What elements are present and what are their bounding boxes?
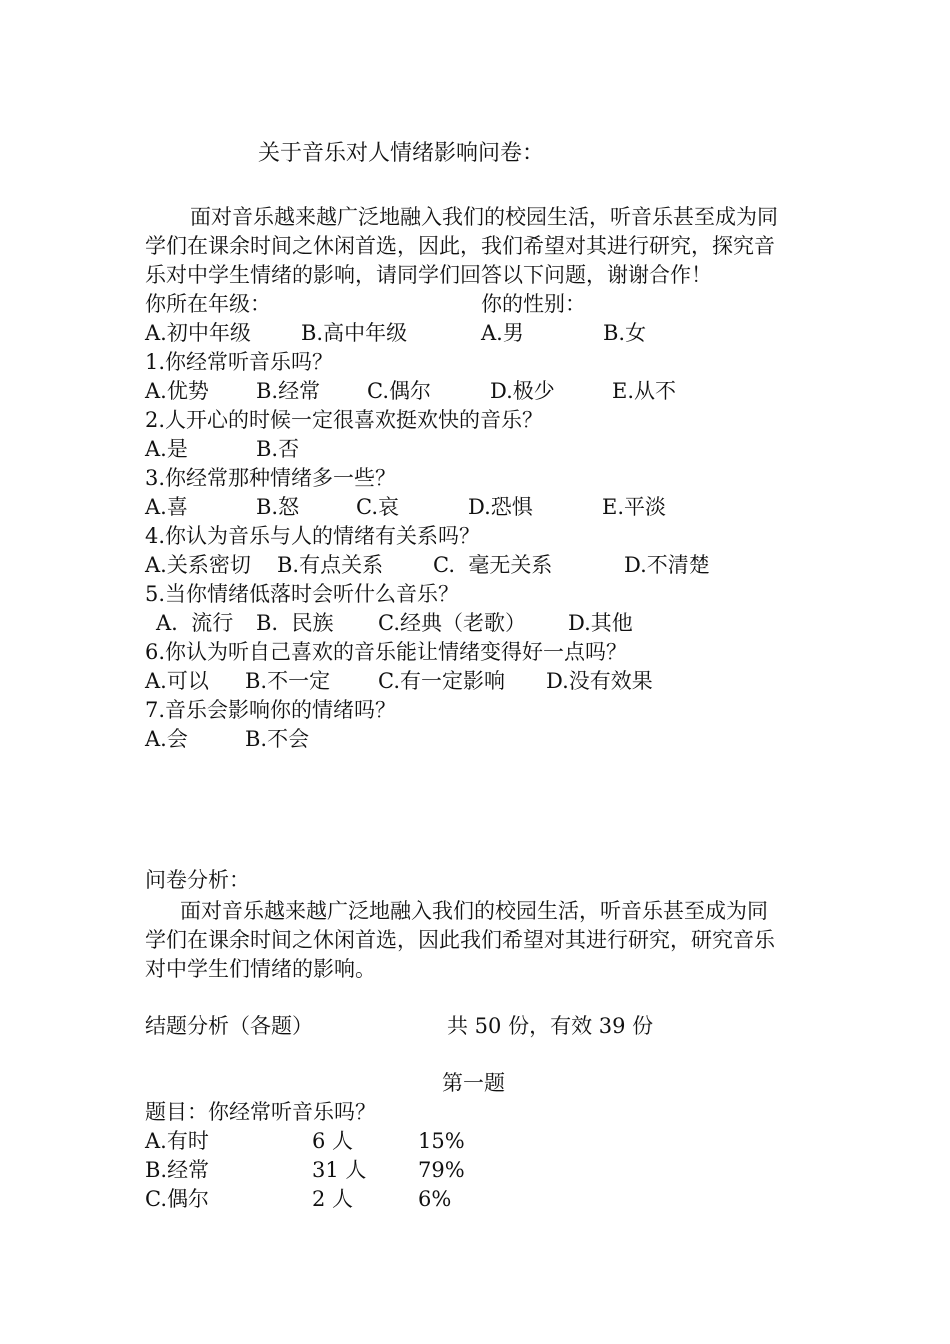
gender-option-a: A.男 [481,321,524,345]
q3-option-b: B.怒 [256,495,300,519]
q6-option-d: D.没有效果 [546,669,653,693]
question-2: 2.人开心的时候一定很喜欢挺欢快的音乐？ [145,408,544,432]
q1-option-d: D.极少 [490,379,555,403]
result-row-count: 2 人 [312,1187,354,1211]
result-row-option: C.偶尔 [145,1187,209,1211]
intro-line-3: 乐对中学生情绪的影响，请同学们回答以下问题，谢谢合作！ [145,263,712,287]
q4-option-c: C. 毫无关系 [433,553,553,577]
q7-option-a: A.会 [145,727,188,751]
q7-option-b: B.不会 [245,727,310,751]
intro-line-1: 面对音乐越来越广泛地融入我们的校园生活，听音乐甚至成为同 [190,205,778,229]
q6-option-b: B.不一定 [245,669,331,693]
q5-option-a: A. 流行 [156,611,234,635]
result-row-percent: 15% [418,1129,465,1153]
question-5: 5.当你情绪低落时会听什么音乐？ [145,582,460,606]
grade-option-b: B.高中年级 [301,321,408,345]
gender-option-b: B.女 [603,321,647,345]
question-7: 7.音乐会影响你的情绪吗？ [145,698,397,722]
q3-option-c: C.哀 [356,495,399,519]
result-row-percent: 79% [418,1158,465,1182]
q1-topic: 题目：你经常听音乐吗？ [145,1100,376,1124]
analysis-heading: 问卷分析： [145,868,250,892]
analysis-line-2: 学们在课余时间之休闲首选，因此我们希望对其进行研究，研究音乐 [145,928,775,952]
result-row-count: 6 人 [312,1129,354,1153]
analysis-line-1: 面对音乐越来越广泛地融入我们的校园生活，听音乐甚至成为同 [180,899,768,923]
q3-option-d: D.恐惧 [468,495,533,519]
q3-option-a: A.喜 [145,495,188,519]
intro-line-2: 学们在课余时间之休闲首选，因此，我们希望对其进行研究，探究音 [145,234,775,258]
question-6: 6.你认为听自己喜欢的音乐能让情绪变得好一点吗？ [145,640,628,664]
q6-option-c: C.有一定影响 [378,669,505,693]
q1-option-b: B.经常 [256,379,321,403]
q6-option-a: A.可以 [145,669,209,693]
q5-option-b: B. 民族 [256,611,334,635]
gender-label: 你的性别： [481,292,586,316]
question-3: 3.你经常那种情绪多一些？ [145,466,397,490]
q4-option-a: A.关系密切 [145,553,251,577]
q5-option-c: C.经典（老歌） [378,611,526,635]
result-row-option: B.经常 [145,1158,210,1182]
q4-option-b: B.有点关系 [277,553,384,577]
question-4: 4.你认为音乐与人的情绪有关系吗？ [145,524,481,548]
q3-option-e: E.平淡 [602,495,667,519]
question-1: 1.你经常听音乐吗？ [145,350,334,374]
result-count: 共 50 份，有效 39 份 [447,1014,654,1038]
q4-option-d: D.不清楚 [624,553,710,577]
q1-option-c: C.偶尔 [367,379,431,403]
analysis-line-3: 对中学生们情绪的影响。 [145,957,376,981]
grade-label: 你所在年级： [145,292,271,316]
q2-option-a: A.是 [145,437,188,461]
q1-option-e: E.从不 [612,379,677,403]
section-title-q1: 第一题 [442,1071,505,1095]
q1-option-a: A.优势 [145,379,209,403]
q5-option-d: D.其他 [568,611,633,635]
survey-title: 关于音乐对人情绪影响问卷： [258,141,545,166]
grade-option-a: A.初中年级 [145,321,251,345]
result-row-percent: 6% [418,1187,452,1211]
q2-option-b: B.否 [256,437,300,461]
result-row-count: 31 人 [312,1158,367,1182]
result-label: 结题分析（各题） [145,1014,313,1038]
result-row-option: A.有时 [145,1129,209,1153]
